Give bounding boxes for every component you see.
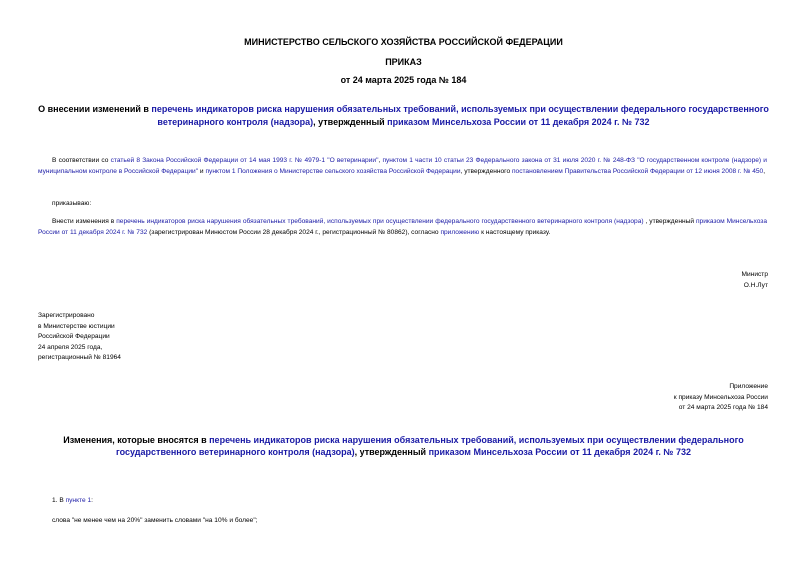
item1-suffix: :	[91, 497, 93, 504]
appendix-line: от 24 марта 2025 года № 184	[678, 404, 768, 411]
operative-text-3: (зарегистрирован Минюстом России 28 декабря 2024 г., регистрационный № 80862), согласно	[147, 229, 441, 236]
order-word: приказываю:	[52, 200, 92, 207]
registration-line: 24 апреля 2025 года,	[38, 343, 103, 351]
preamble-link-regulation[interactable]: пунктом 1 Положения о Министерстве сельского хозяйства Российской Федерации	[205, 168, 461, 175]
registration-line: регистрационный № 81964	[38, 354, 121, 361]
registration-block	[38, 311, 121, 364]
registration-line: Зарегистрировано	[38, 312, 95, 319]
operative-link-order[interactable]: приказом Минсельхоза России от 11 декабря 2024 г. № 732	[38, 218, 767, 236]
document-title	[38, 103, 769, 129]
title-link-order[interactable]: приказом Минсельхоза России от 11 декабря 2024 г. № 732	[387, 117, 650, 127]
signature-position: Министр	[741, 271, 768, 278]
operative-text-2: , утвержденный	[643, 218, 696, 225]
change-item-2: слова "не менее чем на 20%" заменить словами "на 10% и более";	[52, 517, 258, 524]
document-type: ПРИКАЗ	[385, 57, 422, 67]
changes-title	[50, 434, 757, 458]
preamble-link-federal-law[interactable]: пунктом 1 части 10 статьи 23 Федерального закона от 31 июля 2020 г. № 248-ФЗ "О государственном контроле (надзоре) и муниципальном контроле в Российской Федерации"	[38, 157, 767, 175]
changes-title-middle: , утвержденный	[354, 447, 429, 457]
preamble-paragraph	[38, 155, 767, 177]
appendix-line: к приказу Минсельхоза России	[673, 393, 768, 401]
preamble-text-2: ,	[378, 157, 383, 164]
changes-title-prefix: Изменения, которые вносятся в	[63, 435, 210, 445]
preamble-link-law-veterinary[interactable]: статьей 8 Закона Российской Федерации от 14 мая 1993 г. № 4979-1 "О ветеринарии"	[110, 157, 379, 164]
preamble-link-government-decree[interactable]: постановлением Правительства Российской Федерации от 12 июня 2008 г. № 450	[511, 168, 764, 175]
operative-link-appendix[interactable]: приложению	[440, 229, 480, 236]
signature-name: О.Н.Лут	[743, 281, 768, 289]
ministry-heading: МИНИСТЕРСТВО СЕЛЬСКОГО ХОЗЯЙСТВА РОССИЙСКОЙ ФЕДЕРАЦИИ	[244, 37, 563, 47]
item1-prefix: 1. В	[52, 497, 66, 504]
operative-text-1: Внести изменения в	[52, 218, 117, 225]
signature-block	[742, 270, 769, 291]
appendix-block	[674, 382, 768, 414]
preamble-text-1: В соответствии со	[52, 157, 111, 164]
title-prefix: О внесении изменений в	[38, 104, 152, 114]
changes-title-link-order[interactable]: приказом Минсельхоза России от 11 декабря 2024 г. № 732	[428, 447, 691, 457]
operative-paragraph	[38, 216, 767, 238]
document-date-number: от 24 марта 2025 года № 184	[340, 75, 467, 85]
operative-link-list[interactable]: перечень индикаторов риска нарушения обязательных требований, используемых при осуществлении федерального государственного ветеринарного контроля (надзора)	[116, 218, 644, 225]
title-middle: , утвержденный	[313, 117, 388, 127]
changes-title-link-list[interactable]: перечень индикаторов риска нарушения обязательных требований, используемых при осуществлении федерального государственного ветеринарного контроля (надзора)	[116, 435, 744, 457]
operative-text-4: к настоящему приказу.	[479, 229, 551, 236]
preamble-text-5: ,	[763, 168, 766, 175]
appendix-line: Приложение	[729, 383, 768, 390]
registration-line: Российской Федерации	[38, 333, 110, 340]
change-item-1	[38, 495, 767, 506]
preamble-text-3: и	[198, 168, 206, 175]
item1-link-point[interactable]: пункте 1	[65, 497, 92, 504]
title-link-list[interactable]: перечень индикаторов риска нарушения обязательных требований, используемых при осуществлении федерального государственного ветеринарного контроля (надзора)	[151, 104, 769, 127]
preamble-text-4: , утвержденного	[460, 168, 512, 175]
registration-line: в Министерстве юстиции	[38, 322, 115, 330]
